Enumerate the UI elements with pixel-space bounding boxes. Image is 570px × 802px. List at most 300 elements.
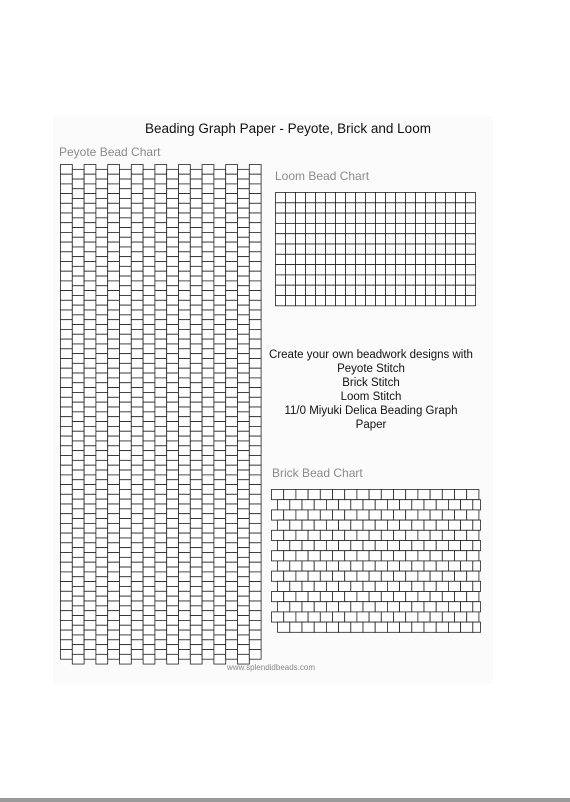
peyote-bead [96, 402, 108, 412]
brick-bead [412, 561, 424, 571]
peyote-bead [143, 295, 155, 305]
peyote-bead [214, 325, 226, 335]
brick-bead [272, 592, 284, 602]
peyote-bead [108, 213, 120, 223]
peyote-bead [155, 242, 167, 252]
peyote-bead [249, 523, 261, 533]
peyote-bead [167, 548, 179, 558]
peyote-bead [155, 650, 167, 660]
peyote-bead [84, 485, 96, 495]
loom-bead [376, 203, 386, 213]
peyote-bead [249, 533, 261, 543]
peyote-bead [167, 557, 179, 567]
peyote-bead [108, 310, 120, 320]
peyote-bead [61, 174, 73, 184]
peyote-bead [202, 514, 214, 524]
brick-bead [278, 561, 290, 571]
peyote-bead [72, 257, 84, 267]
peyote-bead [96, 422, 108, 432]
peyote-bead [61, 475, 73, 485]
peyote-bead [249, 262, 261, 272]
peyote-bead [202, 630, 214, 640]
peyote-bead [155, 494, 167, 504]
peyote-bead [179, 184, 191, 194]
peyote-bead [179, 165, 191, 175]
peyote-bead [143, 344, 155, 354]
peyote-bead [96, 441, 108, 451]
loom-bead [356, 213, 366, 223]
brick-bead [290, 500, 302, 510]
brick-bead [448, 541, 460, 551]
peyote-bead [238, 557, 250, 567]
brick-bead [442, 592, 454, 602]
peyote-bead [167, 586, 179, 596]
peyote-bead [155, 194, 167, 204]
peyote-bead [61, 611, 73, 621]
loom-bead [446, 285, 456, 295]
peyote-bead [179, 329, 191, 339]
peyote-bead [84, 572, 96, 582]
loom-bead [406, 234, 416, 244]
brick-bead [436, 622, 448, 632]
peyote-bead [155, 397, 167, 407]
peyote-bead [108, 591, 120, 601]
brick-bead [400, 561, 412, 571]
peyote-bead [143, 247, 155, 257]
peyote-bead [179, 174, 191, 184]
peyote-bead [167, 538, 179, 548]
peyote-bead [214, 169, 226, 179]
brick-bead [308, 551, 320, 561]
loom-bead [276, 296, 286, 306]
loom-bead [276, 203, 286, 213]
peyote-bead [72, 519, 84, 529]
peyote-bead [214, 548, 226, 558]
loom-bead [466, 193, 476, 203]
peyote-bead [84, 543, 96, 553]
loom-bead [376, 213, 386, 223]
peyote-bead [179, 456, 191, 466]
loom-bead [316, 254, 326, 264]
peyote-bead [120, 169, 132, 179]
peyote-bead [202, 291, 214, 301]
peyote-bead [226, 582, 238, 592]
loom-bead [406, 296, 416, 306]
peyote-bead [190, 596, 202, 606]
loom-bead [356, 285, 366, 295]
peyote-bead [84, 184, 96, 194]
peyote-bead [249, 223, 261, 233]
peyote-bead [167, 218, 179, 228]
peyote-bead [108, 184, 120, 194]
peyote-bead [179, 485, 191, 495]
peyote-bead [226, 213, 238, 223]
brick-bead [387, 622, 399, 632]
loom-bead [426, 193, 436, 203]
peyote-bead [84, 378, 96, 388]
brick-bead [272, 571, 284, 581]
peyote-bead [249, 359, 261, 369]
brick-bead [418, 592, 430, 602]
peyote-bead [72, 538, 84, 548]
loom-bead [456, 244, 466, 254]
loom-bead [306, 296, 316, 306]
peyote-bead [202, 388, 214, 398]
peyote-bead [167, 567, 179, 577]
peyote-bead [202, 339, 214, 349]
peyote-bead [238, 276, 250, 286]
peyote-bead [167, 325, 179, 335]
peyote-bead [61, 523, 73, 533]
peyote-bead [84, 650, 96, 660]
loom-bead [356, 275, 366, 285]
peyote-bead [190, 480, 202, 490]
peyote-bead [108, 194, 120, 204]
peyote-bead [143, 654, 155, 664]
peyote-bead [96, 257, 108, 267]
brick-bead [326, 602, 338, 612]
peyote-bead [143, 431, 155, 441]
peyote-bead [120, 247, 132, 257]
peyote-bead [167, 654, 179, 664]
peyote-bead [143, 276, 155, 286]
brick-bead [278, 581, 290, 591]
peyote-bead [155, 368, 167, 378]
peyote-bead [190, 470, 202, 480]
loom-bead [386, 203, 396, 213]
peyote-bead [238, 616, 250, 626]
loom-bead [446, 265, 456, 275]
peyote-bead [214, 480, 226, 490]
peyote-bead [202, 194, 214, 204]
peyote-bead [190, 645, 202, 655]
peyote-bead [143, 198, 155, 208]
peyote-bead [155, 184, 167, 194]
peyote-bead [108, 281, 120, 291]
peyote-bead [226, 436, 238, 446]
brick-bead [448, 581, 460, 591]
peyote-bead [143, 179, 155, 189]
peyote-bead [131, 436, 143, 446]
loom-bead [296, 275, 306, 285]
peyote-bead [190, 392, 202, 402]
peyote-bead [72, 218, 84, 228]
peyote-bead [238, 363, 250, 373]
peyote-bead [155, 640, 167, 650]
peyote-bead [72, 208, 84, 218]
loom-bead [286, 203, 296, 213]
peyote-bead [61, 165, 73, 175]
loom-bead [446, 234, 456, 244]
peyote-bead [108, 329, 120, 339]
peyote-bead [61, 281, 73, 291]
brick-bead [381, 510, 393, 520]
peyote-bead [72, 344, 84, 354]
peyote-bead [238, 383, 250, 393]
peyote-bead [226, 426, 238, 436]
peyote-bead [120, 616, 132, 626]
peyote-bead [84, 475, 96, 485]
peyote-bead [96, 295, 108, 305]
brick-bead [296, 612, 308, 622]
peyote-bead [179, 620, 191, 630]
brick-bead [296, 551, 308, 561]
peyote-bead [131, 349, 143, 359]
peyote-bead [238, 586, 250, 596]
loom-bead [436, 265, 446, 275]
peyote-bead [96, 577, 108, 587]
brick-bead [473, 500, 481, 510]
peyote-bead [120, 373, 132, 383]
loom-bead [356, 234, 366, 244]
brick-bead [455, 510, 467, 520]
peyote-bead [143, 645, 155, 655]
peyote-bead [72, 577, 84, 587]
loom-bead [416, 275, 426, 285]
loom-bead [456, 275, 466, 285]
peyote-bead [226, 174, 238, 184]
loom-bead [456, 223, 466, 233]
brick-bead [296, 510, 308, 520]
peyote-bead [96, 392, 108, 402]
loom-bead [456, 193, 466, 203]
brick-bead [357, 490, 369, 500]
peyote-bead [131, 543, 143, 553]
loom-bead [276, 275, 286, 285]
peyote-bead [202, 436, 214, 446]
brick-bead [442, 530, 454, 540]
peyote-bead [167, 509, 179, 519]
peyote-bead [131, 494, 143, 504]
peyote-bead [214, 247, 226, 257]
peyote-bead [108, 262, 120, 272]
brick-bead [448, 602, 460, 612]
brick-bead [308, 571, 320, 581]
loom-bead [286, 285, 296, 295]
peyote-bead [179, 281, 191, 291]
peyote-bead [214, 509, 226, 519]
brick-bead [461, 520, 473, 530]
peyote-bead [226, 630, 238, 640]
peyote-bead [72, 189, 84, 199]
loom-bead [446, 275, 456, 285]
brick-bead [442, 612, 454, 622]
peyote-bead [143, 392, 155, 402]
peyote-bead [108, 640, 120, 650]
loom-bead [336, 223, 346, 233]
loom-bead [346, 275, 356, 285]
loom-bead [326, 213, 336, 223]
peyote-bead [238, 499, 250, 509]
peyote-bead [214, 557, 226, 567]
peyote-bead [190, 509, 202, 519]
peyote-bead [108, 242, 120, 252]
brick-bead [387, 500, 399, 510]
loom-bead [446, 223, 456, 233]
peyote-bead [61, 359, 73, 369]
loom-bead [456, 213, 466, 223]
loom-bead [306, 223, 316, 233]
peyote-bead [84, 562, 96, 572]
peyote-bead [72, 286, 84, 296]
peyote-bead [190, 334, 202, 344]
peyote-bead [131, 514, 143, 524]
peyote-bead [131, 485, 143, 495]
brick-bead [272, 510, 284, 520]
peyote-bead [167, 208, 179, 218]
peyote-bead [179, 523, 191, 533]
peyote-bead [84, 533, 96, 543]
peyote-bead [72, 451, 84, 461]
brick-bead [436, 602, 448, 612]
peyote-bead [120, 422, 132, 432]
peyote-bead [190, 586, 202, 596]
peyote-bead [143, 228, 155, 238]
peyote-chart-label: Peyote Bead Chart [59, 145, 161, 159]
peyote-bead [108, 174, 120, 184]
brick-bead [394, 510, 406, 520]
peyote-bead [238, 325, 250, 335]
peyote-bead [72, 616, 84, 626]
peyote-bead [155, 359, 167, 369]
peyote-bead [61, 397, 73, 407]
peyote-bead [143, 354, 155, 364]
peyote-bead [143, 441, 155, 451]
peyote-bead [202, 426, 214, 436]
peyote-bead [96, 344, 108, 354]
peyote-bead [249, 329, 261, 339]
brick-bead [284, 612, 296, 622]
peyote-bead [108, 582, 120, 592]
peyote-bead [214, 228, 226, 238]
peyote-bead [155, 533, 167, 543]
peyote-bead [120, 548, 132, 558]
peyote-bead [249, 543, 261, 553]
peyote-bead [249, 310, 261, 320]
loom-bead [456, 203, 466, 213]
peyote-bead [84, 232, 96, 242]
brick-bead [455, 530, 467, 540]
peyote-bead [214, 266, 226, 276]
peyote-bead [238, 373, 250, 383]
loom-bead [466, 254, 476, 264]
brick-bead [351, 622, 363, 632]
peyote-bead [61, 213, 73, 223]
peyote-bead [96, 305, 108, 315]
peyote-bead [84, 242, 96, 252]
peyote-bead [179, 630, 191, 640]
peyote-bead [214, 412, 226, 422]
peyote-bead [96, 538, 108, 548]
loom-bead [416, 193, 426, 203]
peyote-bead [143, 596, 155, 606]
loom-bead [346, 213, 356, 223]
peyote-bead [249, 165, 261, 175]
peyote-bead [120, 509, 132, 519]
loom-bead [406, 285, 416, 295]
peyote-bead [214, 431, 226, 441]
peyote-bead [202, 281, 214, 291]
loom-bead [436, 275, 446, 285]
peyote-bead [249, 388, 261, 398]
loom-bead [466, 223, 476, 233]
peyote-bead [131, 572, 143, 582]
peyote-bead [61, 184, 73, 194]
loom-bead [336, 296, 346, 306]
peyote-bead [120, 198, 132, 208]
peyote-bead [202, 252, 214, 262]
peyote-bead [84, 339, 96, 349]
peyote-bead [61, 407, 73, 417]
peyote-bead [120, 431, 132, 441]
peyote-bead [249, 591, 261, 601]
peyote-bead [96, 625, 108, 635]
peyote-bead [61, 504, 73, 514]
peyote-bead [96, 431, 108, 441]
peyote-bead [155, 630, 167, 640]
info-line: Peyote Stitch [337, 363, 405, 375]
peyote-bead [179, 213, 191, 223]
brick-bead [394, 612, 406, 622]
brick-bead [424, 520, 436, 530]
peyote-bead [131, 426, 143, 436]
peyote-bead [190, 228, 202, 238]
peyote-bead [214, 567, 226, 577]
peyote-bead [179, 640, 191, 650]
peyote-bead [214, 363, 226, 373]
brick-bead [326, 520, 338, 530]
peyote-bead [249, 650, 261, 660]
peyote-bead [190, 441, 202, 451]
peyote-bead [226, 465, 238, 475]
peyote-bead [72, 247, 84, 257]
loom-bead [386, 223, 396, 233]
brick-bead [375, 622, 387, 632]
loom-bead [366, 203, 376, 213]
peyote-bead [143, 538, 155, 548]
peyote-bead [167, 198, 179, 208]
peyote-bead [155, 291, 167, 301]
loom-bead [366, 285, 376, 295]
peyote-bead [143, 286, 155, 296]
loom-bead [356, 203, 366, 213]
brick-bead [333, 510, 345, 520]
peyote-bead [155, 310, 167, 320]
peyote-bead [249, 203, 261, 213]
peyote-bead [249, 553, 261, 563]
loom-bead [436, 244, 446, 254]
loom-bead [446, 254, 456, 264]
peyote-bead [72, 198, 84, 208]
loom-bead [376, 244, 386, 254]
peyote-bead [238, 431, 250, 441]
loom-bead [396, 213, 406, 223]
peyote-bead [61, 310, 73, 320]
peyote-bead [108, 630, 120, 640]
peyote-bead [120, 635, 132, 645]
peyote-bead [202, 329, 214, 339]
peyote-bead [179, 368, 191, 378]
peyote-bead [155, 591, 167, 601]
brick-bead [455, 612, 467, 622]
peyote-bead [131, 339, 143, 349]
peyote-bead [72, 509, 84, 519]
peyote-bead [155, 165, 167, 175]
peyote-bead [108, 562, 120, 572]
brick-bead [357, 551, 369, 561]
peyote-bead [96, 208, 108, 218]
peyote-bead [167, 247, 179, 257]
